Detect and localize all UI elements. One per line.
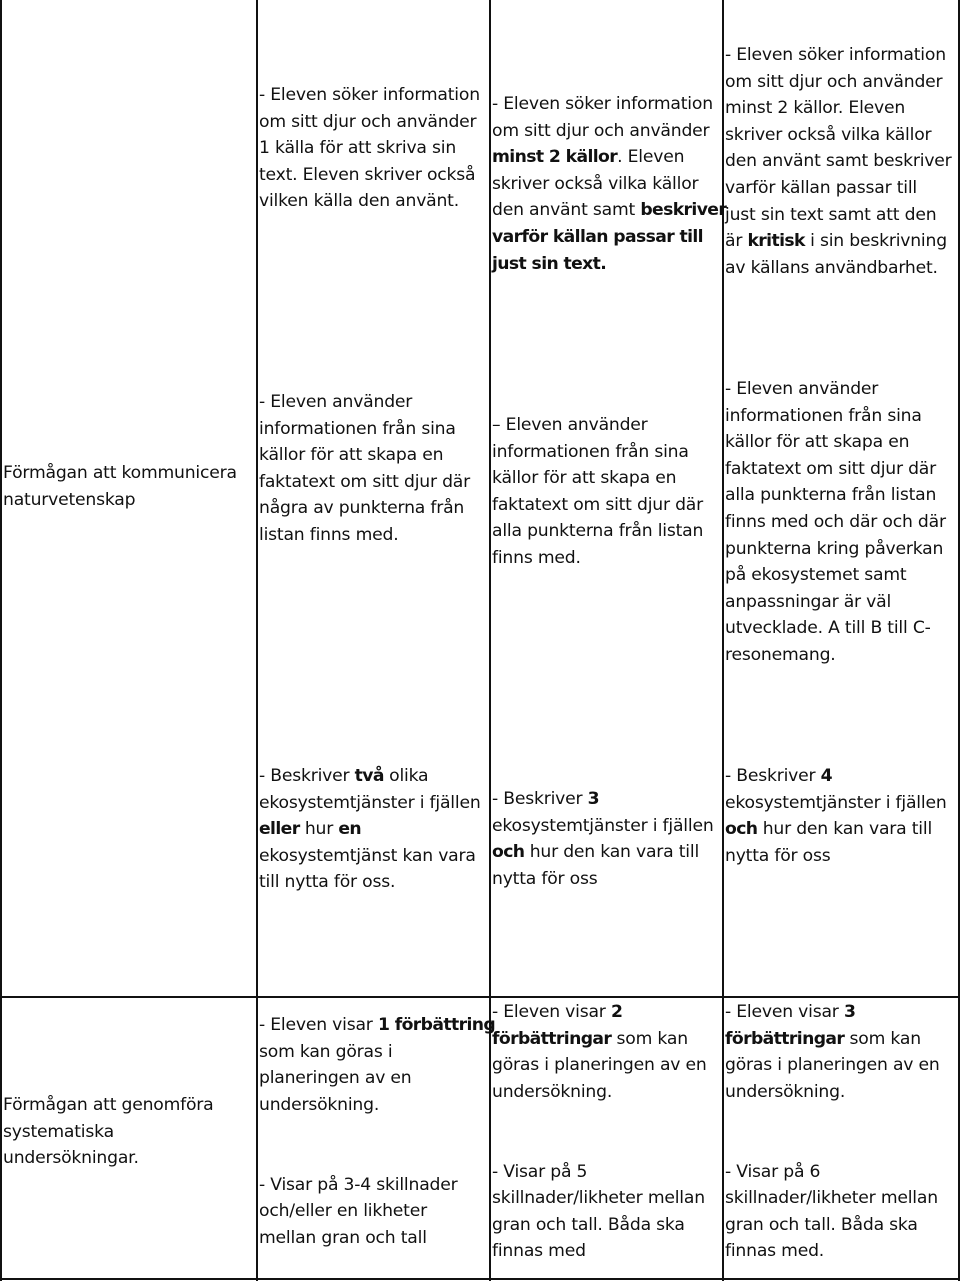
text-line: den använt samt beskriver [725, 151, 952, 172]
text-line: och/eller en likheter [259, 1201, 427, 1222]
text-line: systematiska [3, 1121, 114, 1142]
text-line: undersökningar. [3, 1148, 139, 1169]
text-line: naturvetenskap [3, 489, 136, 510]
text-line: - Beskriver 4 [725, 766, 833, 786]
row4-c2 [492, 999, 707, 1265]
text-line: förbättringar som kan [725, 1028, 921, 1049]
text-line: varför källan passar till [492, 226, 703, 247]
text-line: av källans användbarhet. [725, 257, 938, 278]
text-line: varför källan passar till [725, 177, 917, 198]
text-line: är kritisk i sin beskrivning [725, 231, 947, 252]
text-line: undersökning. [259, 1094, 380, 1115]
text-line: eller hur en [259, 819, 362, 840]
text-line: minst 2 källor. Eleven [725, 98, 906, 119]
text-line: nytta för oss [725, 845, 831, 866]
row3-c2 [492, 786, 714, 892]
text-line: och hur den kan vara till [492, 842, 700, 863]
text-line: gran och tall. Båda ska [492, 1214, 685, 1235]
text-line: gran och tall. Båda ska [725, 1214, 918, 1235]
row4-label [3, 1092, 214, 1172]
text-line: text. Eleven skriver också [259, 164, 476, 185]
row2-c2 [492, 412, 703, 572]
text-line: på ekosystemet samt [725, 565, 907, 586]
text-line: faktatext om sitt djur där [492, 494, 704, 515]
text-line: – Eleven använder [492, 415, 648, 435]
text-line: om sitt djur och använder [492, 120, 710, 141]
text-line: källor för att skapa en [725, 432, 910, 453]
row1-c1 [259, 82, 480, 215]
text-line: ekosystemtjänster i fjällen [259, 792, 481, 813]
table-left-border [0, 0, 2, 1281]
text-line: skillnader/likheter mellan [492, 1188, 705, 1209]
text-line: anpassningar är väl [725, 591, 892, 612]
text-line: finnas med [492, 1241, 586, 1262]
text-line: - Eleven söker information [259, 85, 480, 105]
text-line: finns med och där och där [725, 511, 946, 532]
text-line: skriver också vilka källor [725, 124, 932, 145]
text-line: - Beskriver 3 [492, 789, 600, 809]
row2-label [3, 460, 237, 513]
text-line: planeringen av en [259, 1068, 412, 1089]
text-line: just sin text. [492, 253, 607, 274]
text-line: skillnader/likheter mellan [725, 1188, 938, 1209]
text-line: till nytta för oss. [259, 872, 396, 893]
text-line: resonemang. [725, 644, 836, 665]
text-line: Förmågan att kommunicera [3, 463, 237, 483]
text-line: ekosystemtjänster i fjällen [725, 792, 947, 813]
text-line: informationen från sina [725, 405, 922, 426]
text-line: - Eleven visar 3 [725, 1002, 856, 1022]
text-line: - Beskriver två olika [259, 766, 429, 786]
column-divider-1 [256, 0, 258, 1281]
row-divider [0, 996, 960, 998]
text-line: undersökning. [725, 1081, 846, 1102]
text-line: göras i planeringen av en [492, 1055, 707, 1076]
row4-c3 [725, 999, 940, 1265]
text-line: och hur den kan vara till [725, 819, 933, 840]
text-line: listan finns med. [259, 524, 399, 545]
text-line: som kan göras i [259, 1041, 393, 1062]
row2-c3 [725, 376, 946, 669]
text-line: - Eleven använder [259, 392, 413, 412]
text-line: källor för att skapa en [259, 445, 444, 466]
text-line: några av punkterna från [259, 498, 465, 519]
text-line: mellan gran och tall [259, 1227, 427, 1248]
text-line: skriver också vilka källor [492, 173, 699, 194]
text-line: - Visar på 3-4 skillnader [259, 1174, 458, 1195]
row3-c3 [725, 763, 947, 869]
text-line: den använt samt beskriver [492, 200, 727, 221]
text-line: undersökning. [492, 1081, 613, 1102]
text-line: finns med. [492, 547, 581, 568]
text-line: - Eleven söker information [492, 94, 713, 114]
row1-c2 [492, 91, 726, 277]
text-line: nytta för oss [492, 868, 598, 889]
text-line: minst 2 källor. Eleven [492, 147, 685, 168]
row3-c1 [259, 763, 481, 896]
text-line: just sin text samt att den [725, 204, 937, 225]
text-line: alla punkterna från listan [725, 485, 937, 506]
text-line: faktatext om sitt djur där [259, 471, 471, 492]
text-line: alla punkterna från listan [492, 521, 704, 542]
text-line: förbättringar som kan [492, 1028, 688, 1049]
text-line: faktatext om sitt djur där [725, 458, 937, 479]
text-line: - Eleven söker information [725, 45, 946, 65]
text-line: om sitt djur och använder [725, 71, 943, 92]
text-line: källor för att skapa en [492, 468, 677, 489]
text-line: informationen från sina [492, 441, 689, 462]
row4-c1 [259, 1012, 495, 1251]
text-line: - Eleven använder [725, 379, 879, 399]
row1-c3 [725, 42, 952, 281]
text-line: vilken källa den använt. [259, 191, 459, 212]
text-line: 1 källa för att skriva sin [259, 138, 457, 159]
table-bottom-border [0, 1278, 960, 1280]
text-line: - Visar på 6 [725, 1161, 821, 1182]
text-line: punkterna kring påverkan [725, 538, 944, 559]
text-line: - Eleven visar 1 förbättring [259, 1015, 496, 1035]
row2-c1 [259, 389, 470, 549]
text-line: informationen från sina [259, 418, 456, 439]
text-line: - Visar på 5 [492, 1161, 588, 1182]
text-line: Förmågan att genomföra [3, 1095, 214, 1115]
text-line: utvecklade. A till B till C- [725, 618, 931, 639]
text-line: finnas med. [725, 1241, 825, 1262]
text-line: ekosystemtjänster i fjällen [492, 815, 714, 836]
text-line: om sitt djur och använder [259, 111, 477, 132]
text-line: ekosystemtjänst kan vara [259, 845, 476, 866]
text-line: göras i planeringen av en [725, 1055, 940, 1076]
text-line: - Eleven visar 2 [492, 1002, 623, 1022]
